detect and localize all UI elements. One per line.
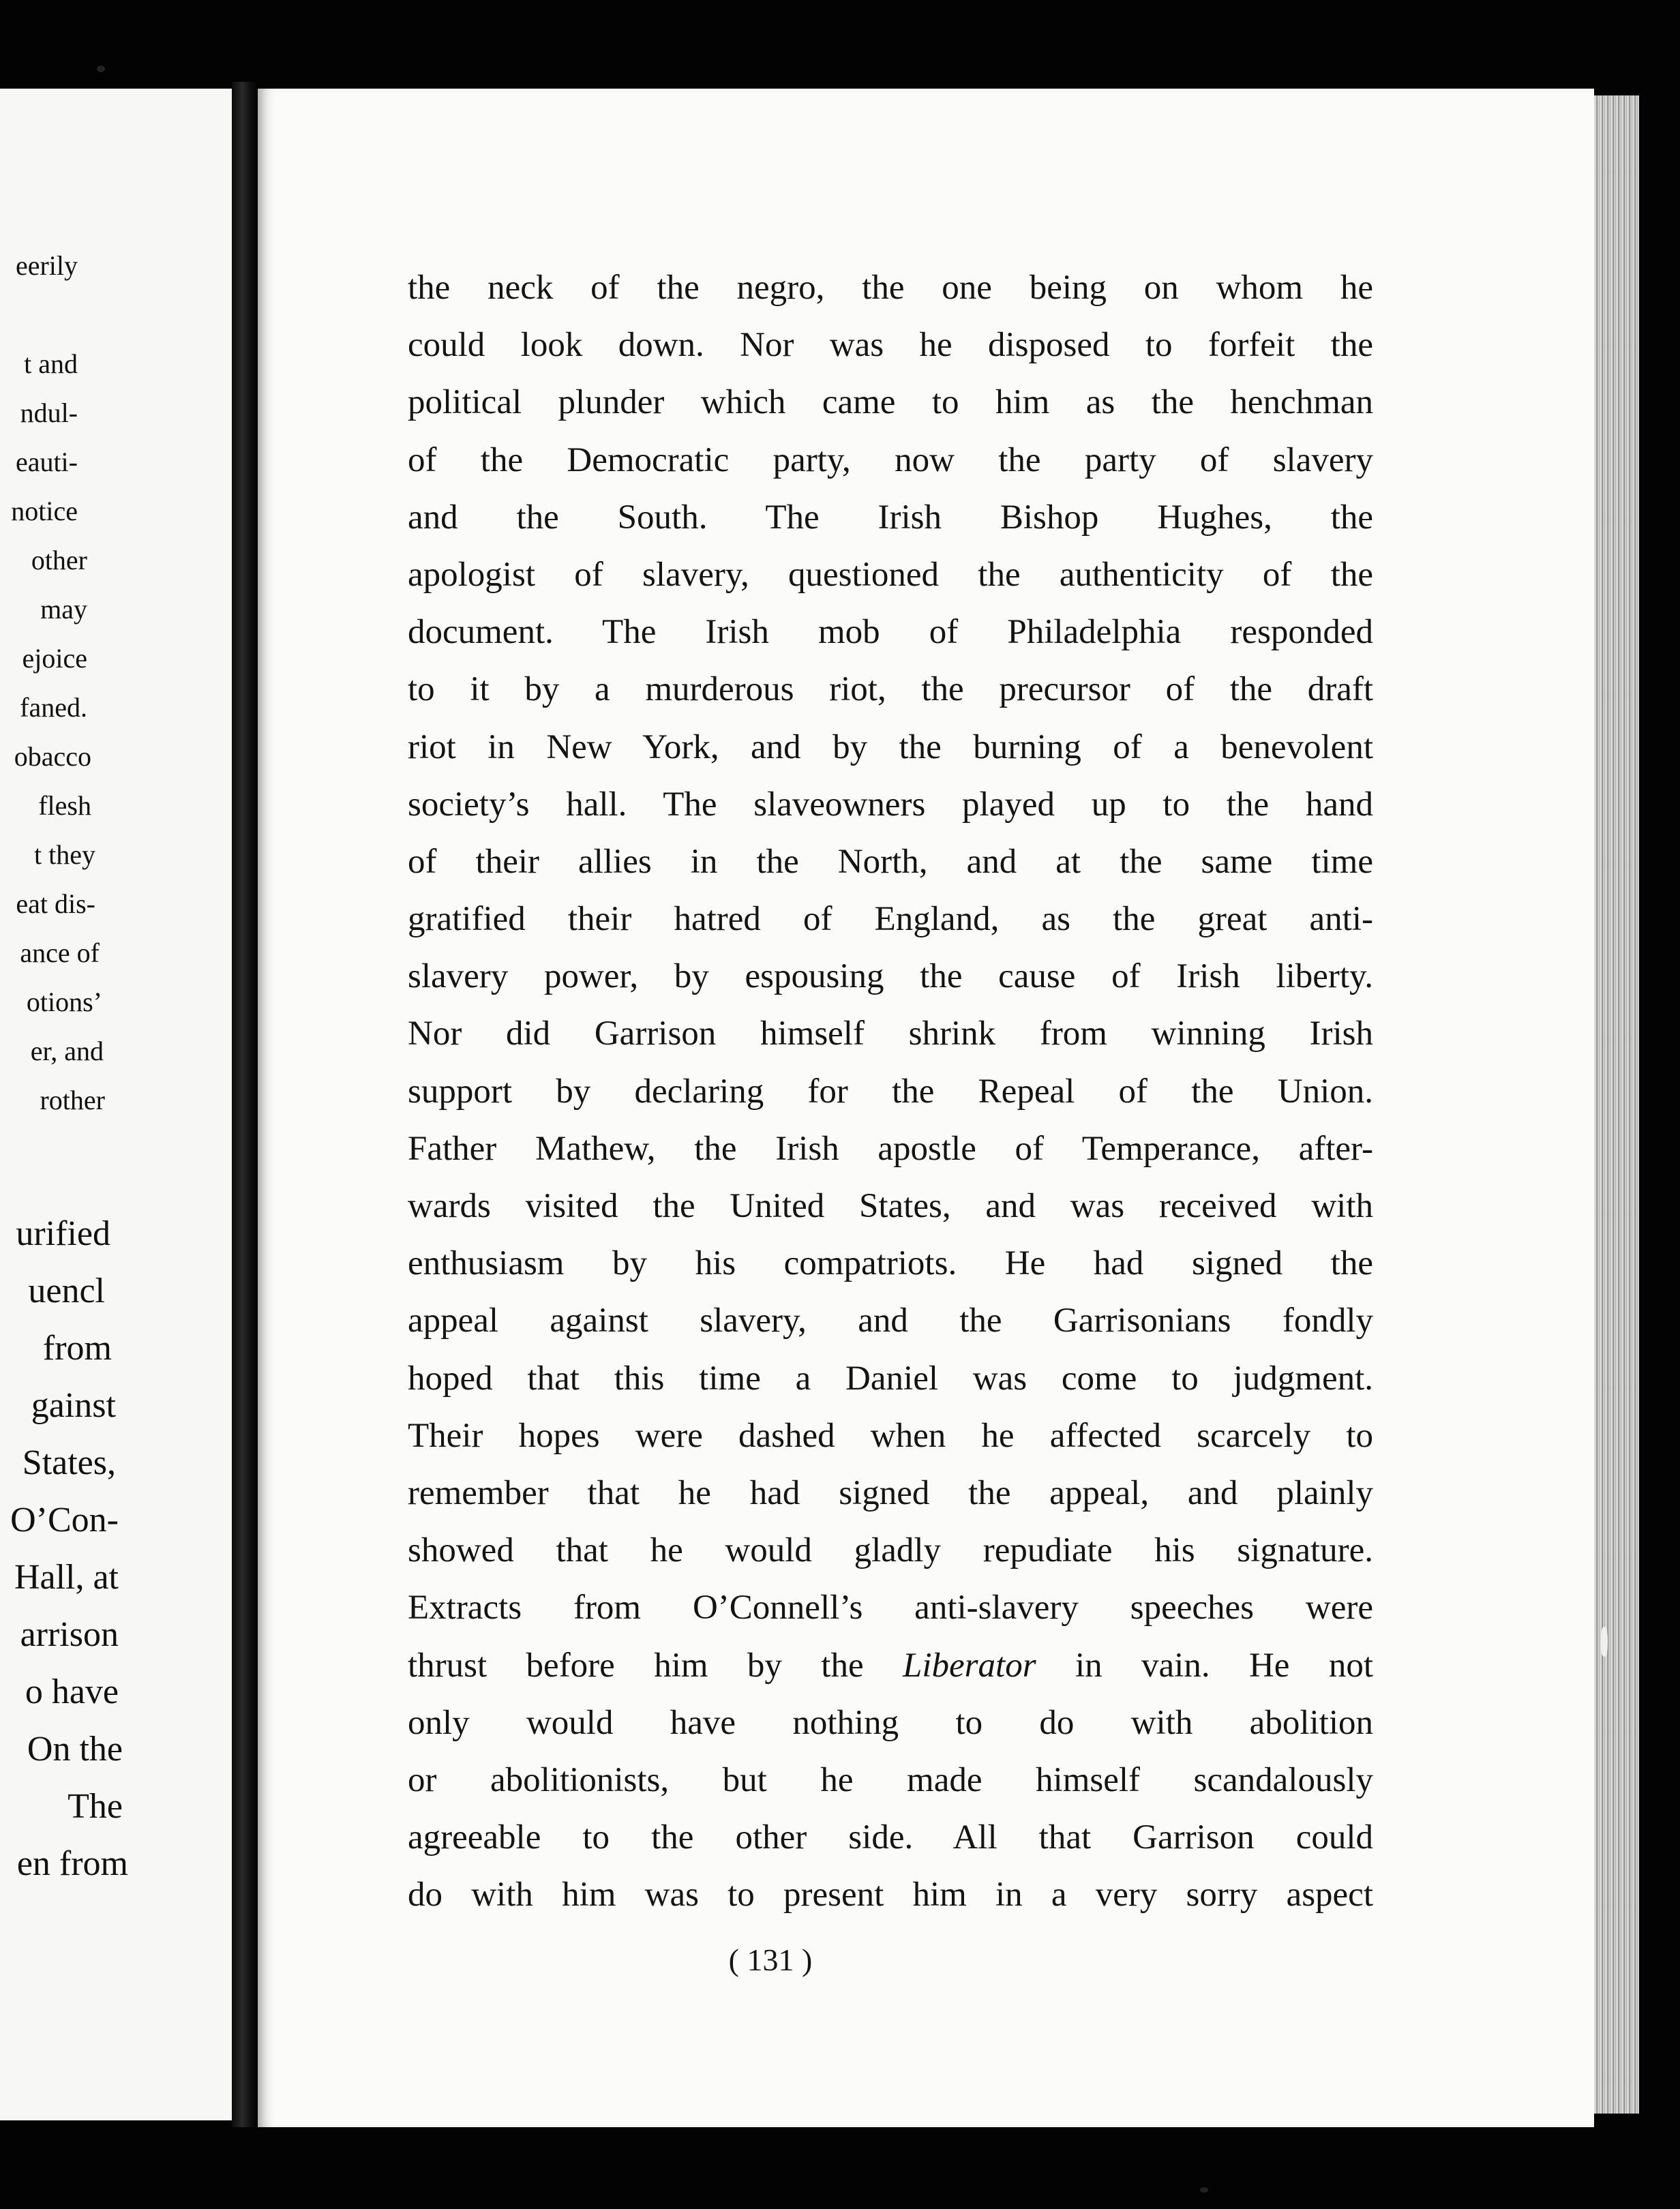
scan-speck [1200, 2187, 1208, 2193]
text-line-with-title [408, 1637, 1373, 1694]
text-line: appeal against slavery, and the Garrisonians fondly [408, 1302, 1373, 1340]
text-line: and the South. The Irish Bishop Hughes, the [408, 498, 1373, 537]
left-page-line: en from [16, 1844, 128, 1883]
text-fragment: in vain. He not [1075, 1646, 1373, 1685]
text-line: hoped that this time a Daniel was come to judgment. [408, 1359, 1373, 1398]
page-edges [1594, 95, 1639, 2114]
text-line: Extracts from O’Connell’s anti-slavery speeches were [408, 1589, 1373, 1627]
left-page-line: t they [34, 839, 95, 870]
left-page-line: flesh [38, 790, 91, 821]
text-line: do with him was to present him in a very sorry aspect [408, 1876, 1373, 1914]
text-line: of their allies in the North, and at the same time [408, 842, 1373, 881]
text-line: agreeable to the other side. All that Garrison could [408, 1818, 1373, 1857]
body-text [408, 259, 1373, 1923]
page-number: ( 131 ) [728, 1942, 813, 1977]
left-page-line: uencl [28, 1272, 105, 1310]
text-line: Their hopes were dashed when he affected scarcely to [408, 1416, 1373, 1455]
text-line: remember that he had signed the appeal, and plainly [408, 1473, 1373, 1512]
left-page-line: otions’ [26, 987, 102, 1017]
text-fragment: thrust before him by the [408, 1646, 864, 1685]
left-page-line: Hall, at [14, 1558, 119, 1597]
left-page-line: t and [24, 348, 78, 379]
text-line: showed that he would gladly repudiate his signature. [408, 1531, 1373, 1570]
text-line: apologist of slavery, questioned the authenticity of the [408, 555, 1373, 594]
left-page-line: eauti- [15, 447, 78, 477]
left-page-line: notice [11, 496, 78, 526]
text-line: enthusiasm by his compatriots. He had signed the [408, 1244, 1373, 1283]
text-line: support by declaring for the Repeal of the Union. [408, 1072, 1373, 1111]
text-line: wards visited the United States, and was received with [408, 1187, 1373, 1225]
text-line: document. The Irish mob of Philadelphia responded [408, 613, 1373, 652]
text-line: or abolitionists, but he made himself scandalously [408, 1760, 1373, 1799]
left-page-line: ejoice [22, 643, 87, 674]
scan-speck [97, 65, 105, 72]
text-line: Father Mathew, the Irish apostle of Temperance, after- [408, 1129, 1373, 1168]
left-page-line: gainst [31, 1386, 116, 1425]
left-page-line: O’Con- [10, 1501, 119, 1539]
left-page-line: urified [16, 1214, 110, 1253]
current-page [258, 89, 1594, 2127]
book-gutter [232, 82, 258, 2127]
left-page-line: arrison [20, 1615, 119, 1654]
left-page-line: obacco [14, 741, 91, 772]
text-line: political plunder which came to him as the henchman [408, 383, 1373, 422]
scan-speck [1601, 1627, 1608, 1657]
text-line: could look down. Nor was he disposed to forfeit the [408, 326, 1373, 365]
left-page-line: States, [22, 1443, 116, 1482]
text-line: riot in New York, and by the burning of a benevolent [408, 727, 1373, 766]
left-page-line: The [68, 1787, 123, 1826]
left-page-line: rother [40, 1085, 105, 1115]
text-line: slavery power, by espousing the cause of Irish liberty. [408, 957, 1373, 996]
left-page-line: from [42, 1329, 112, 1368]
left-page-line: faned. [20, 692, 87, 723]
text-line: society’s hall. The slaveowners played up to the hand [408, 785, 1373, 824]
text-line: the neck of the negro, the one being on whom he [408, 269, 1373, 307]
italic-title: Liberator [903, 1646, 1036, 1685]
left-page-line: eerily [15, 250, 78, 281]
left-page-line: may [40, 594, 87, 625]
left-page-line: eat dis- [16, 888, 95, 919]
left-page-line: o have [25, 1672, 119, 1711]
text-line: to it by a murderous riot, the precursor of the draft [408, 670, 1373, 709]
previous-page [0, 89, 236, 2120]
left-page-line: ndul- [20, 397, 78, 428]
text-line: only would have nothing to do with abolition [408, 1703, 1373, 1742]
left-page-line: other [31, 545, 87, 575]
text-line: Nor did Garrison himself shrink from winning Irish [408, 1015, 1373, 1053]
left-page-line: er, and [30, 1036, 104, 1066]
text-line: of the Democratic party, now the party of slavery [408, 440, 1373, 479]
left-page-line: On the [27, 1730, 123, 1769]
left-page-line: ance of [20, 937, 100, 968]
text-line: gratified their hatred of England, as the great anti- [408, 900, 1373, 939]
